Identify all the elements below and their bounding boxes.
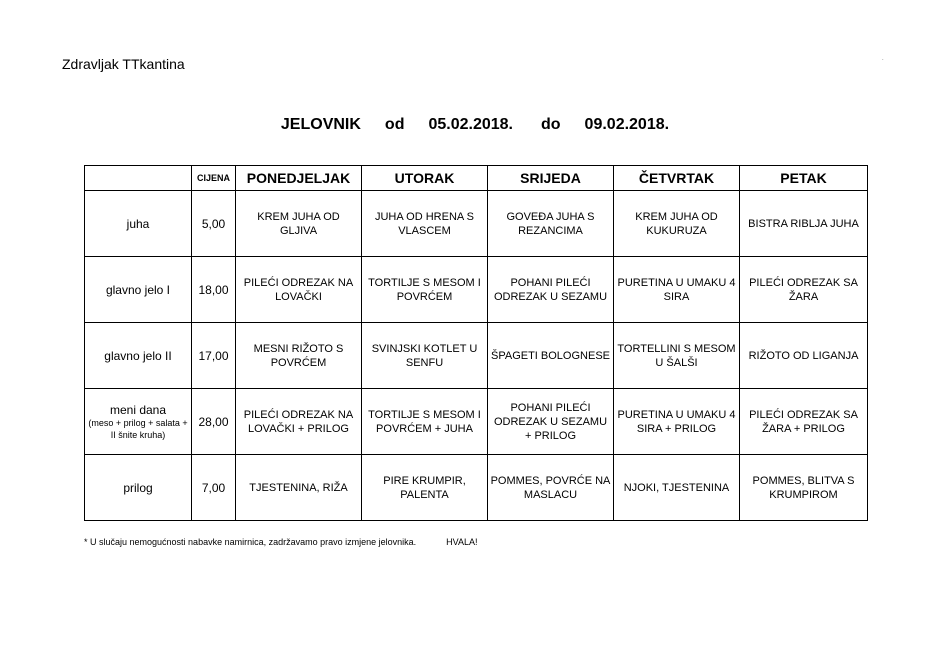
dish-cell: PILEĆI ODREZAK SA ŽARA bbox=[740, 257, 868, 323]
dish-cell: RIŽOTO OD LIGANJA bbox=[740, 323, 868, 389]
dish-cell: ŠPAGETI BOLOGNESE bbox=[488, 323, 614, 389]
table-row bbox=[85, 257, 868, 323]
day-header-monday: PONEDJELJAK bbox=[236, 166, 362, 191]
dish-cell: PURETINA U UMAKU 4 SIRA bbox=[614, 257, 740, 323]
dish-cell: PILEĆI ODREZAK SA ŽARA + PRILOG bbox=[740, 389, 868, 455]
category-label: prilog bbox=[123, 480, 153, 495]
menu-table bbox=[84, 165, 868, 521]
table-row bbox=[85, 191, 868, 257]
table-row bbox=[85, 455, 868, 521]
day-header-thursday: ČETVRTAK bbox=[614, 166, 740, 191]
dish-cell: POHANI PILEĆI ODREZAK U SEZAMU + PRILOG bbox=[488, 389, 614, 455]
category-cell bbox=[85, 323, 192, 389]
title-word: JELOVNIK bbox=[280, 116, 361, 133]
category-label: glavno jelo I bbox=[105, 282, 171, 297]
price-cell: 5,00 bbox=[192, 191, 236, 257]
footnote-text: * U slučaju nemogućnosti nabavke namirnica, zadržavamo pravo izmjene jelovnika. bbox=[84, 537, 417, 547]
dish-cell: JUHA OD HRENA S VLASCEM bbox=[362, 191, 488, 257]
dish-cell: POMMES, BLITVA S KRUMPIROM bbox=[740, 455, 868, 521]
dish-cell: TORTELLINI S MESOM U ŠALŠI bbox=[614, 323, 740, 389]
category-cell bbox=[85, 389, 192, 455]
category-subtitle: (meso + prilog + salata + II šnite kruha) bbox=[88, 417, 188, 440]
day-header-tuesday: UTORAK bbox=[362, 166, 488, 191]
category-cell bbox=[85, 191, 192, 257]
corner-mark: . bbox=[882, 56, 884, 62]
dish-cell: KREM JUHA OD KUKURUZA bbox=[614, 191, 740, 257]
dish-cell: SVINJSKI KOTLET U SENFU bbox=[362, 323, 488, 389]
category-label: glavno jelo II bbox=[104, 348, 172, 363]
dish-cell: NJOKI, TJESTENINA bbox=[614, 455, 740, 521]
dish-cell: PILEĆI ODREZAK NA LOVAČKI bbox=[236, 257, 362, 323]
dish-cell: MESNI RIŽOTO S POVRĆEM bbox=[236, 323, 362, 389]
category-cell bbox=[85, 455, 192, 521]
day-header-friday: PETAK bbox=[740, 166, 868, 191]
day-header-wednesday: SRIJEDA bbox=[488, 166, 614, 191]
dish-cell: KREM JUHA OD GLJIVA bbox=[236, 191, 362, 257]
price-cell: 18,00 bbox=[192, 257, 236, 323]
price-column-header: CIJENA bbox=[192, 166, 236, 191]
table-row bbox=[85, 323, 868, 389]
dish-cell: GOVEĐA JUHA S REZANCIMA bbox=[488, 191, 614, 257]
header-blank-cell bbox=[85, 166, 192, 191]
table-header-row bbox=[85, 166, 868, 191]
title-to-label: do bbox=[541, 116, 561, 133]
title-from-label: od bbox=[384, 116, 405, 133]
category-cell bbox=[85, 257, 192, 323]
menu-title bbox=[0, 116, 950, 134]
dish-cell: TORTILJE S MESOM I POVRĆEM bbox=[362, 257, 488, 323]
dish-cell: POHANI PILEĆI ODREZAK U SEZAMU bbox=[488, 257, 614, 323]
thanks-text: HVALA! bbox=[446, 537, 478, 547]
dish-cell: PURETINA U UMAKU 4 SIRA + PRILOG bbox=[614, 389, 740, 455]
title-from-date: 05.02.2018. bbox=[428, 116, 513, 133]
dish-cell: TORTILJE S MESOM I POVRĆEM + JUHA bbox=[362, 389, 488, 455]
brand-name: Zdravljak TTkantina bbox=[62, 56, 185, 72]
price-cell: 7,00 bbox=[192, 455, 236, 521]
price-cell: 28,00 bbox=[192, 389, 236, 455]
footnote bbox=[84, 537, 478, 547]
dish-cell: TJESTENINA, RIŽA bbox=[236, 455, 362, 521]
dish-cell: PIRE KRUMPIR, PALENTA bbox=[362, 455, 488, 521]
table-row bbox=[85, 389, 868, 455]
dish-cell: POMMES, POVRĆE NA MASLACU bbox=[488, 455, 614, 521]
title-to-date: 09.02.2018. bbox=[584, 116, 670, 133]
dish-cell: PILEĆI ODREZAK NA LOVAČKI + PRILOG bbox=[236, 389, 362, 455]
dish-cell: BISTRA RIBLJA JUHA bbox=[740, 191, 868, 257]
price-cell: 17,00 bbox=[192, 323, 236, 389]
category-label: juha bbox=[126, 216, 150, 231]
category-label: meni dana bbox=[109, 402, 167, 417]
